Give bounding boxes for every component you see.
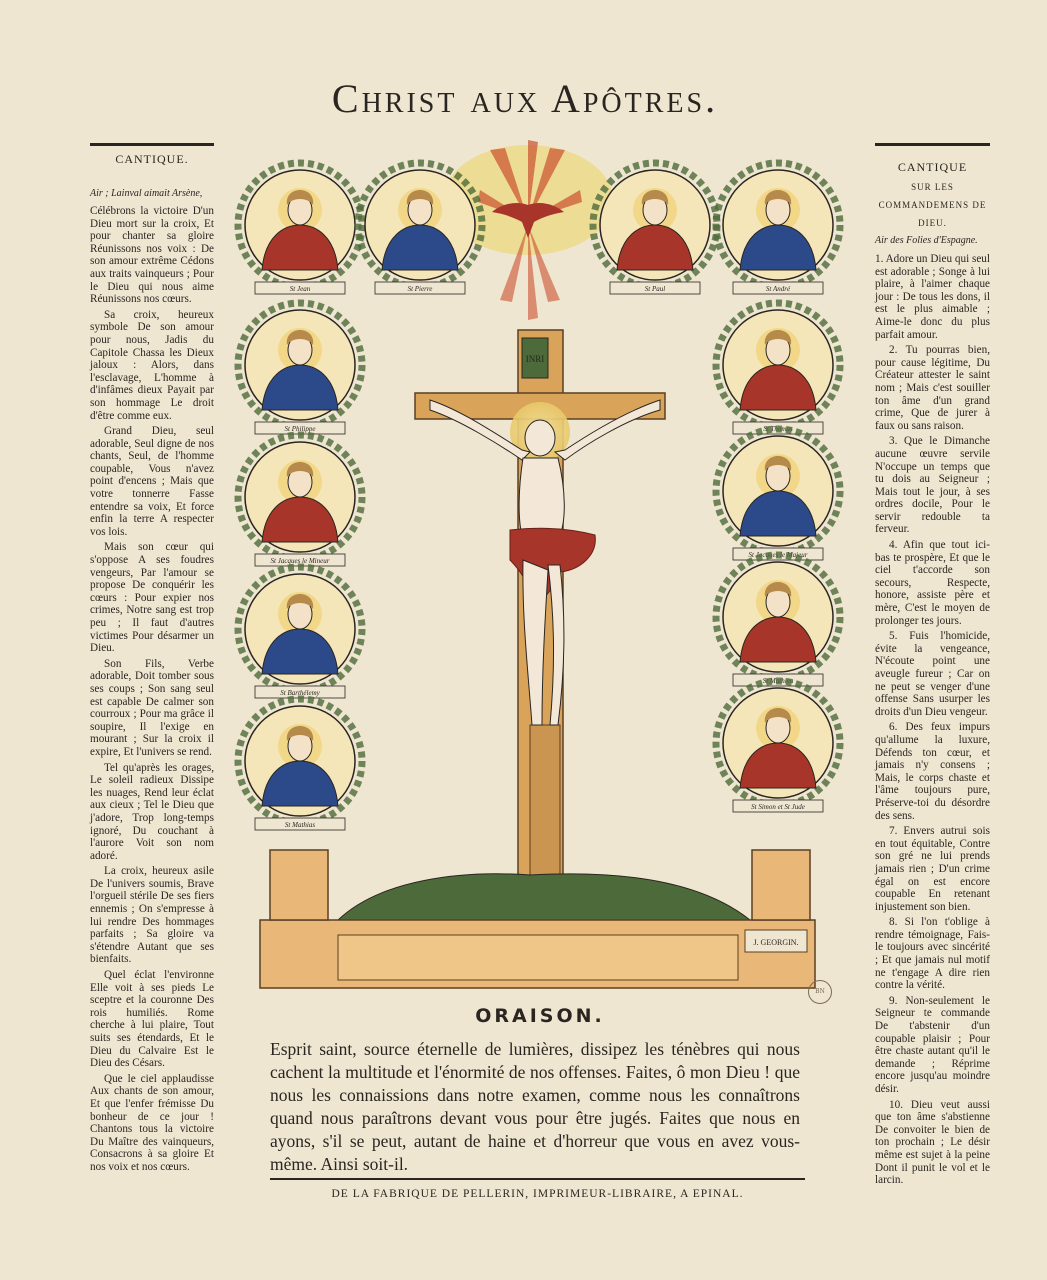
right-verse: 3. Que le Dimanche aucune œuvre servile N'occupe un temps que tu dois au Seigneur ; Mais tout le jour, à ses ordres docile, Pour le servir redouble ta ferveur.	[875, 435, 990, 536]
apostle-medallion	[716, 429, 840, 560]
apostle-medallion	[716, 555, 840, 686]
right-verse: 9. Non-seulement le Seigneur te commande De t'abstenir d'un coupable plaisir ; Pour être chaste autant qu'il le demande ; Réprime encore jusqu'au moindre désir.	[875, 994, 990, 1095]
right-column-subheading: SUR LES COMMANDEMENS DE DIEU.	[878, 182, 987, 228]
left-column-heading: CANTIQUE.	[115, 152, 189, 166]
right-verse: 1. Adore un Dieu qui seul est adorable ; Songe à lui plaire, à l'aimer chaque jour : De tous les dons, il est le plus aimable ; Aime-le donc du plus parfait amour.	[875, 253, 990, 341]
apostle-medallion	[716, 303, 840, 434]
left-verse: Tel qu'après les orages, Le soleil radieux Dissipe les nuages, Rend leur éclat aux cieux ; Tel le Dieu que j'adore, Trop long-temps ignoré, Du couchant à l'aurore Voit son nom adoré.	[90, 761, 214, 862]
library-stamp: BN	[808, 980, 832, 1004]
apostle-medallion	[593, 163, 717, 294]
apostle-label: St Barthélemy	[280, 689, 320, 697]
right-column-air: Air des Folies d'Espagne.	[875, 235, 978, 246]
footer-rule	[270, 1178, 805, 1180]
right-verse: 2. Tu pourras bien, pour cause légitime, Du Créateur attester le saint nom ; Mais c'est souiller ton âme d'un grand crime, Que de jurer à faux ou sans raison.	[875, 344, 990, 432]
print-area	[60, 60, 990, 1220]
apostle-medallion	[238, 303, 362, 434]
apostle-label: St Jacques le Mineur	[270, 557, 330, 565]
page-title: Christ aux Apôtres.	[331, 76, 719, 121]
apostle-label: St Paul	[644, 285, 666, 293]
left-verse: Son Fils, Verbe adorable, Doit tomber sous ses coups ; Son sang seul est capable De calmer son courroux ; Pour ma grâce il soupire, Il l'exige en mourant ; Sur la croix il expire, Et l'univers se rend.	[90, 657, 214, 758]
apostle-medallion	[238, 699, 362, 830]
engraver-signature: J. GEORGIN.	[753, 938, 799, 947]
right-verse: 8. Si l'on t'oblige à rendre témoignage, Fais-le toujours avec sincérité ; Et que jamais nul motif ne t'engage A dire rien contre la vérité.	[875, 916, 990, 992]
publisher-footer: DE LA FABRIQUE DE PELLERIN, IMPRIMEUR-LIBRAIRE, A EPINAL.	[331, 1188, 744, 1200]
left-column-air: Air ; Lainval aimait Arsène,	[90, 188, 203, 199]
left-verse: Quel éclat l'environne Elle voit à ses pieds Le sceptre et la couronne Des rois humiliés. Rome cherche à lui plaire, Tout suits ses étendards, Et le Dieu du Calvaire Est le Dieu des Césars.	[90, 969, 214, 1070]
apostle-label: St Mathias	[284, 821, 316, 829]
left-verse: Grand Dieu, seul adorable, Seul digne de nos chants, Seul, de l'homme coupable, Vous n'avez point d'encens ; Mais que votre tonnerre Fasse entendre sa voix, Et force enfin la terre A respecter vos lois.	[90, 425, 214, 538]
left-verse: Sa croix, heureux symbole De son amour pour nous, Jadis du Capitole Chassa les Dieux jaloux : Alors, dans l'esclavage, L'homme à d'infâmes dieux Payait par son hommage Le droit d'être comme eux.	[90, 308, 214, 422]
apostle-medallion	[358, 163, 482, 294]
left-verse: Mais son cœur qui s'oppose A ses foudres vengeurs, Par l'amour se propose De conquérir les cœurs : Pour expier nos crimes, Notre sang est trop peu ; Il faut d'autres victimes Pour désarmer un Dieu.	[90, 541, 214, 655]
calvary-ground	[338, 874, 750, 920]
left-verse: Que le ciel applaudisse Aux chants de son amour, Et que l'enfer frémisse Du bonheur de ce jour ! Chantons tous la victoire Du Maître des vainqueurs, Consacrons à sa gloire Et nos voix et nos cœurs.	[90, 1072, 214, 1173]
left-verse: Célébrons la victoire D'un Dieu mort sur la croix, Et pour chanter sa gloire Réunissons nos voix : De son amour extrême Cédons aux traits vainqueurs ; Pour le Dieu qui nous aime Réunissons nos cœurs.	[90, 205, 214, 306]
left-verse: La croix, heureux asile De l'univers soumis, Brave l'orgueil stérile De ses fiers ennemis ; On s'empresse à lui rendre Des hommages parfaits ; Sa gloire va s'étendre Autant que ses bienfaits.	[90, 865, 214, 966]
apostle-medallion	[238, 567, 362, 698]
crucifixion-illustration	[60, 60, 990, 1000]
right-column-heading: CANTIQUE	[897, 160, 968, 174]
inri-inscription: INRI	[525, 354, 545, 364]
oraison-title: ORAISON.	[475, 1005, 605, 1027]
apostle-label: St Jean	[289, 285, 311, 293]
right-verse: 7. Envers autrui sois en tout équitable, Contre son gré ne lui prends jamais rien ; D'un crime égal on est encore coupable En retenant injustement son bien.	[875, 825, 990, 913]
right-verse: 6. Des feux impurs qu'allume la luxure, Défends ton cœur, et jamais n'y consens ; Mais, le corps chaste et l'âme toujours pure, Préserve-toi du désordre des sens.	[875, 721, 990, 822]
right-verse: 5. Fuis l'homicide, évite la vengeance, N'écoute point une aveugle fureur ; Car on ne peut se venger d'une offense Sans usurper les droits d'un Dieu vengeur.	[875, 630, 990, 718]
apostle-label: St Thomas	[763, 425, 793, 433]
apostle-medallion	[716, 681, 840, 812]
apostle-medallion	[716, 163, 840, 294]
right-verse: 4. Afin que tout ici-bas te prospère, Et que le ciel t'accorde son secours, Respecte, honore, assiste père et mère, C'est le moyen de prolonger tes jours.	[875, 539, 990, 627]
apostle-label: St Jacques le Majeur	[748, 551, 808, 559]
apostle-medallion	[238, 435, 362, 566]
apostle-label: St Simon et St Jude	[751, 803, 805, 811]
oraison-text: Esprit saint, source éternelle de lumières, dissipez les ténèbres qui nous cachent la multitude et l'énormité de nos offenses. Faites, ô mon Dieu ! que nous les connaissions dans notre examen, comme nous les connaîtrons quand nous paraîtrons devant vous pour être jugés. Faites que nous en ayons, s'il se peut, autant de haine et d'horreur que vous en avez vous-même. Ainsi soit-il.	[270, 1039, 800, 1174]
apostle-medallion	[238, 163, 362, 294]
apostle-label: St André	[765, 285, 791, 293]
apostle-label: St Pierre	[407, 285, 433, 293]
apostle-label: St Philippe	[284, 425, 316, 433]
apostle-label: St Mathieu	[762, 677, 794, 685]
right-verse: 10. Dieu veut aussi que ton âme s'abstienne De convoiter le bien de ton prochain ; Le désir même est sujet à la peine Dont il punit le vol et le larcin.	[875, 1098, 990, 1187]
